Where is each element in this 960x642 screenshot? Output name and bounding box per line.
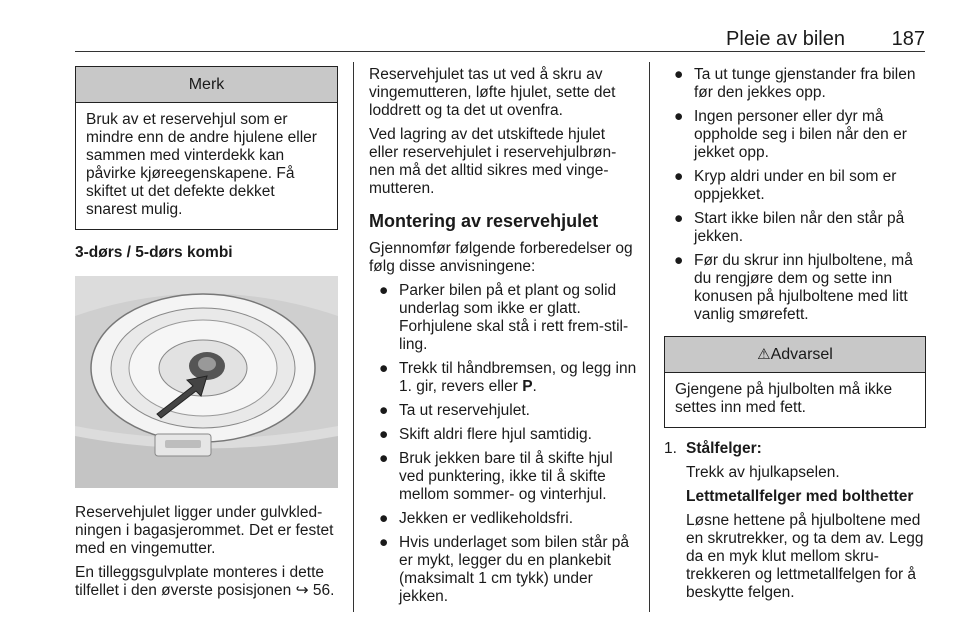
bullet-icon: ● <box>674 66 684 83</box>
warning-icon: ⚠ <box>757 346 771 363</box>
list-item: ● Hvis underlaget som bilen står på er mykt, legger du en plankebit (maksimalt 1 cm tykk) under jekken. <box>379 534 630 605</box>
bullet-icon: ● <box>674 252 684 269</box>
paragraph-floor-plate <box>75 564 338 600</box>
paragraph-storage: Reservehjulet ligger under gulvkled-ningen i bagasjerommet. Det er festet med en vingemutter. <box>75 504 334 557</box>
list-item: ● Kryp aldri under en bil som er oppjekket. <box>674 168 897 203</box>
step-number: 1. <box>664 440 677 457</box>
gear-p-label: P <box>522 378 533 395</box>
list-item: ● Ingen personer eller dyr må oppholde seg i bilen når den er jekket opp. <box>674 108 907 161</box>
page-header <box>75 28 925 50</box>
bullet-icon: ● <box>379 534 389 551</box>
list-item: ● Jekken er vedlikeholdsfri. <box>379 510 574 527</box>
warning-header <box>665 337 925 373</box>
bullet-icon: ● <box>674 210 684 227</box>
list-item: ● Skift aldri flere hjul samtidig. <box>379 426 592 443</box>
intro-text: Gjennomfør følgende forberedelser og følg disse anvisningene: <box>369 240 633 275</box>
step-title: Stålfelger: <box>686 440 762 457</box>
list-item: ● Før du skrur inn hjulboltene, må du rengjøre dem og sette inn konusen på hjulboltene med litt vanlig smørefett. <box>674 252 913 323</box>
warning-title: Advarsel <box>770 346 833 363</box>
paragraph-securing: Ved lagring av det utskiftede hjulet eller reservehjulet i reservehjulbrøn-nen må det alltid sikres med vinge-mutteren. <box>369 126 617 197</box>
header-rule <box>75 51 925 52</box>
page-reference-icon: ↪ <box>295 582 309 599</box>
bullet-icon: ● <box>379 402 389 419</box>
preparation-list <box>369 282 637 606</box>
bullet-icon: ● <box>379 282 389 299</box>
step-text-hubcap: Trekk av hjulkapselen. <box>686 464 840 481</box>
list-item: ● Bruk jekken bare til å skifte hjul ved punktering, ikke til å skifte mellom sommer- og vinterhjul. <box>379 450 613 503</box>
list-item: ● Ta ut tunge gjenstander fra bilen før den jekkes opp. <box>674 66 916 101</box>
list-item: ● Start ikke bilen når den står på jekken. <box>674 210 905 245</box>
column-1 <box>75 66 338 606</box>
bullet-icon: ● <box>379 510 389 527</box>
column-divider-1 <box>353 62 354 612</box>
list-item: ● Trekk til håndbremsen, og legg inn 1. gir, revers eller P. <box>379 360 637 395</box>
bullet-icon: ● <box>674 168 684 185</box>
page-title: Pleie av bilen <box>726 28 845 50</box>
bullet-icon: ● <box>379 450 389 467</box>
spare-wheel-drawing <box>75 276 338 488</box>
column-2 <box>369 66 637 612</box>
spare-wheel-illustration <box>75 276 338 488</box>
paragraph-floor-plate-text: En tilleggsgulvplate monteres i dette tilfellet i den øverste posisjonen <box>75 564 325 599</box>
step-1 <box>664 440 926 602</box>
warning-body: Gjengene på hjulbolten må ikke settes inn med fett. <box>675 381 893 416</box>
warning-box <box>664 336 926 428</box>
step-subheading: Lettmetallfelger med bolthetter <box>686 488 914 505</box>
note-box <box>75 66 338 230</box>
section-heading: Montering av reservehjulet <box>369 211 599 231</box>
safety-list <box>664 66 926 324</box>
bullet-icon: ● <box>674 108 684 125</box>
paragraph-removal: Reservehjulet tas ut ved å skru av vingemutteren, løfte hjulet, sette det loddrett og ta det ut ovenfra. <box>369 66 616 119</box>
bullet-icon: ● <box>379 426 389 443</box>
list-item: ● Ta ut reservehjulet. <box>379 402 530 419</box>
bullet-icon: ● <box>379 360 389 377</box>
page-number: 187 <box>891 28 925 50</box>
note-body: Bruk av et reservehjul som er mindre enn de andre hjulene eller sammen med vinterdekk kan påvirke kjøreegenskapene. Få skiftet ut det defekte dekket snarest mulig. <box>86 111 317 218</box>
page-reference-link[interactable]: 56. <box>312 582 335 599</box>
step-text-boltcaps: Løsne hettene på hjulboltene med en skrutrekker, og ta dem av. Legg da en myk klut mellom skru-trekkeren og lettmetallfelgen for å beskytte felgen. <box>686 512 924 601</box>
list-item: ● Parker bilen på et plant og solid underlag som ikke er glatt. Forhjulene skal stå i rett frem-stil-ling. <box>379 282 629 353</box>
column-3 <box>664 66 926 608</box>
note-title: Merk <box>76 67 337 103</box>
subheading: 3-dørs / 5-dørs kombi <box>75 244 233 261</box>
column-divider-2 <box>649 62 650 612</box>
